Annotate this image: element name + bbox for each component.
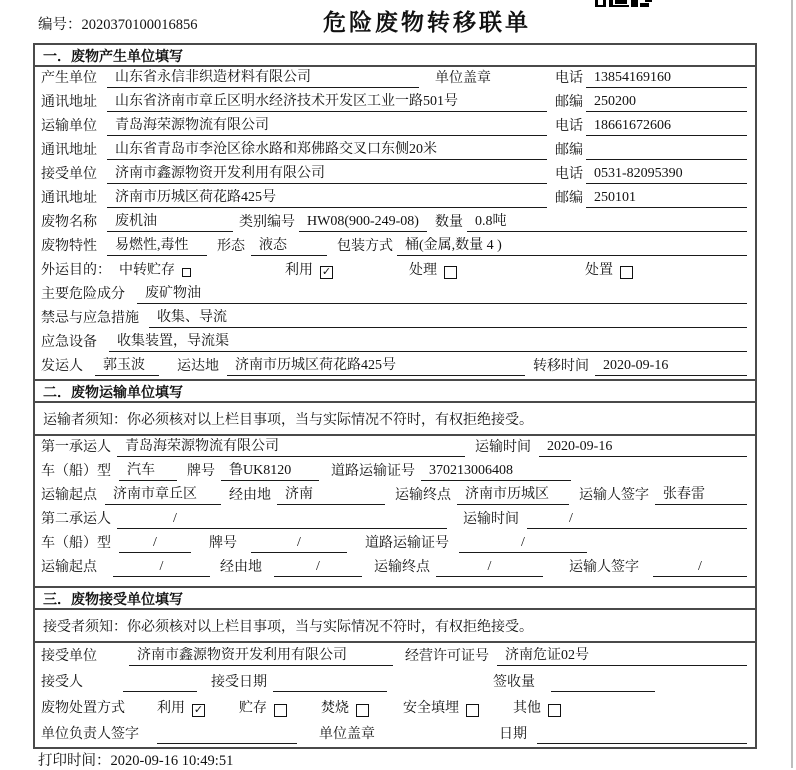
row-transport-address xyxy=(35,139,755,163)
vehicle-type-field: 汽车 xyxy=(119,462,177,481)
destination-label: 运达地 xyxy=(177,359,219,374)
phone-label: 电话 xyxy=(555,167,583,182)
checkbox-landfill xyxy=(466,704,479,717)
transport-company-field: 青岛海荣源物流有限公司 xyxy=(107,117,547,136)
serial-label: 编号： xyxy=(38,17,82,33)
transport-time-label: 运输时间 xyxy=(463,512,519,527)
left-group xyxy=(41,93,547,112)
option-store xyxy=(239,700,287,718)
row-dispatch xyxy=(35,355,755,379)
checkbox-treat xyxy=(444,266,457,279)
checkbox-store xyxy=(274,704,287,717)
carrier-sign-field: / xyxy=(653,558,747,577)
via-label: 经由地 xyxy=(220,560,262,575)
option-other xyxy=(513,700,561,718)
responsible-sign-field xyxy=(157,725,297,744)
route-end-label: 运输终点 xyxy=(374,560,430,575)
quantity-field: 0.8吨 xyxy=(467,213,747,232)
option-label: 中转贮存 xyxy=(119,263,175,278)
row-transport-company xyxy=(35,115,755,139)
postcode-label: 邮编 xyxy=(555,191,583,206)
field-label: 车（船）型 xyxy=(41,464,111,479)
row-accept-company xyxy=(35,643,755,669)
producer-phone-field: 13854169160 xyxy=(586,69,747,88)
via-label: 经由地 xyxy=(229,488,271,503)
transport-address-field: 山东省青岛市李沧区徐水路和郑佛路交叉口东侧20米 xyxy=(107,141,547,160)
print-time xyxy=(38,749,233,770)
transfer-date-label: 转移时间 xyxy=(533,359,589,374)
receiver-phone-field: 0531-82095390 xyxy=(586,165,747,184)
page-title: 危险废物转移联单 xyxy=(323,9,531,35)
field-label: 运输起点 xyxy=(41,560,97,575)
row-route-2 xyxy=(35,556,755,580)
field-label: 第二承运人 xyxy=(41,512,111,527)
field-label: 产生单位 xyxy=(41,71,97,86)
plate-field: / xyxy=(251,534,347,553)
print-time-value: 2020-09-16 10:49:51 xyxy=(110,753,234,769)
option-label: 处理 xyxy=(409,263,437,278)
license-label: 经营许可证号 xyxy=(405,649,489,664)
print-time-label: 打印时间： xyxy=(38,753,111,769)
option-transfer-storage xyxy=(119,262,191,280)
waste-name-field: 废机油 xyxy=(107,213,233,232)
row-emergency-measures xyxy=(35,307,755,331)
seal-label: 单位盖章 xyxy=(319,727,375,742)
serial-value: 2020370100016856 xyxy=(81,17,198,33)
option-utilize xyxy=(285,262,333,280)
field-label: 废物特性 xyxy=(41,239,97,254)
field-label: 禁忌与应急措施 xyxy=(41,311,139,326)
option-utilize xyxy=(157,700,205,718)
field-label: 接受人 xyxy=(41,675,83,690)
row-receiver-company xyxy=(35,163,755,187)
field-label: 第一承运人 xyxy=(41,440,111,455)
phone-label: 电话 xyxy=(555,71,583,86)
responsible-sign-label: 单位负责人签字 xyxy=(41,727,139,742)
section2-title: 二．废物运输单位填写 xyxy=(35,381,755,403)
via-field: / xyxy=(274,558,362,577)
row-producer-address xyxy=(35,91,755,115)
option-landfill xyxy=(403,700,479,718)
option-label: 利用 xyxy=(285,263,313,278)
form-state-label: 形态 xyxy=(217,239,245,254)
field-label: 接受单位 xyxy=(41,649,97,664)
row-first-carrier xyxy=(35,436,755,460)
date-label: 日期 xyxy=(499,727,527,742)
transporter-notice: 运输者须知：你必须核对以上栏目事项，当与实际情况不符时，有权拒绝接受。 xyxy=(35,403,755,436)
route-end-field: / xyxy=(436,558,543,577)
left-group xyxy=(41,69,547,88)
row-accept-person xyxy=(35,669,755,695)
via-field: 济南 xyxy=(277,486,385,505)
accept-date-field xyxy=(273,673,387,692)
route-end-label: 运输终点 xyxy=(395,488,451,503)
license-field: 济南危证02号 xyxy=(497,647,747,666)
quantity-label: 数量 xyxy=(435,215,463,230)
field-label: 接受单位 xyxy=(41,167,97,182)
vehicle-type-field: / xyxy=(119,534,191,553)
option-label: 利用 xyxy=(157,701,185,716)
row-second-carrier xyxy=(35,508,755,532)
row-route-1 xyxy=(35,484,755,508)
carrier-sign-label: 运输人签字 xyxy=(579,488,649,503)
section-waste-receiver xyxy=(35,586,755,747)
receiver-company-field: 济南市鑫源物资开发利用有限公司 xyxy=(107,165,547,184)
phone-label: 电话 xyxy=(555,119,583,134)
producer-company-field: 山东省永信非织造材料有限公司 xyxy=(107,69,419,88)
option-dispose xyxy=(585,262,633,280)
section-waste-transporter xyxy=(35,379,755,586)
field-label: 运输起点 xyxy=(41,488,97,503)
postcode-label: 邮编 xyxy=(555,143,583,158)
purpose-label: 外运目的： xyxy=(41,263,111,278)
field-label: 主要危险成分 xyxy=(41,287,125,302)
checkbox-incinerate xyxy=(356,704,369,717)
route-origin-field: 济南市章丘区 xyxy=(105,486,221,505)
row-signature xyxy=(35,721,755,747)
seal-label: 单位盖章 xyxy=(435,71,491,86)
section3-title: 三．废物接受单位填写 xyxy=(35,588,755,610)
dispatcher-field: 郭玉波 xyxy=(95,357,159,376)
transport-phone-field: 18661672606 xyxy=(586,117,747,136)
option-incinerate xyxy=(321,700,369,718)
checkbox-utilize: ✓ xyxy=(321,266,332,278)
left-group xyxy=(41,117,547,136)
road-permit-label: 道路运输证号 xyxy=(365,536,449,551)
accept-company-field: 济南市鑫源物资开发利用有限公司 xyxy=(129,647,393,666)
row-vehicle-1 xyxy=(35,460,755,484)
waste-traits-field: 易燃性,毒性 xyxy=(107,237,207,256)
field-label: 通讯地址 xyxy=(41,143,97,158)
second-carrier-field: / xyxy=(117,510,447,529)
transport-time-label: 运输时间 xyxy=(475,440,531,455)
row-transfer-purpose xyxy=(35,259,755,283)
option-label: 其他 xyxy=(513,701,541,716)
route-origin-field: / xyxy=(113,558,210,577)
qr-code-partial-icon xyxy=(595,0,652,8)
field-label: 运输单位 xyxy=(41,119,97,134)
row-receiver-address xyxy=(35,187,755,211)
receiver-postcode-field: 250101 xyxy=(586,189,747,208)
packaging-field: 桶(金属,数量 4 ) xyxy=(397,237,747,256)
category-code-field: HW08(900-249-08) xyxy=(299,213,427,232)
section1-title: 一．废物产生单位填写 xyxy=(35,45,755,67)
plate-label: 牌号 xyxy=(187,464,215,479)
first-carrier-field: 青岛海荣源物流有限公司 xyxy=(117,438,465,457)
checkbox-utilize: ✓ xyxy=(193,704,204,716)
hazard-components-field: 废矿物油 xyxy=(137,285,747,304)
row-waste-traits xyxy=(35,235,755,259)
page-edge-divider xyxy=(791,0,793,768)
emergency-equipment-field: 收集装置，导流渠 xyxy=(109,333,747,352)
transfer-date-field: 2020-09-16 xyxy=(595,357,747,376)
date-field xyxy=(537,725,747,744)
row-hazard-components xyxy=(35,283,755,307)
left-group xyxy=(41,141,547,160)
carrier-sign-label: 运输人签字 xyxy=(569,560,639,575)
packaging-label: 包装方式 xyxy=(337,239,393,254)
receiver-address-field: 济南市历城区荷花路425号 xyxy=(107,189,547,208)
category-code-label: 类别编号 xyxy=(239,215,295,230)
accept-person-field xyxy=(123,673,197,692)
row-waste-name xyxy=(35,211,755,235)
checkbox-dispose xyxy=(620,266,633,279)
field-label: 车（船）型 xyxy=(41,536,111,551)
row-disposal-method xyxy=(35,695,755,721)
row-vehicle-2 xyxy=(35,532,755,556)
carrier-sign-field: 张春雷 xyxy=(655,486,747,505)
producer-address-field: 山东省济南市章丘区明水经济技术开发区工业一路501号 xyxy=(107,93,547,112)
plate-field: 鲁UK8120 xyxy=(221,462,319,481)
field-label: 发运人 xyxy=(41,359,83,374)
left-group xyxy=(41,165,547,184)
option-treat xyxy=(409,262,457,280)
road-permit-label: 道路运输证号 xyxy=(331,464,415,479)
plate-label: 牌号 xyxy=(209,536,237,551)
receiver-notice: 接受者须知：你必须核对以上栏目事项，当与实际情况不符时，有权拒绝接受。 xyxy=(35,610,755,643)
field-label: 通讯地址 xyxy=(41,191,97,206)
transport-postcode-field xyxy=(586,141,747,160)
producer-postcode-field: 250200 xyxy=(586,93,747,112)
received-amount-label: 签收量 xyxy=(493,675,535,690)
route-end-field: 济南市历城区 xyxy=(457,486,569,505)
checkbox-transfer-storage xyxy=(182,268,191,277)
transfer-form-table xyxy=(33,43,757,749)
accept-date-label: 接受日期 xyxy=(211,675,267,690)
transport-time-field: / xyxy=(527,510,747,529)
road-permit-field: 370213006408 xyxy=(421,462,571,481)
option-label: 贮存 xyxy=(239,701,267,716)
disposal-label: 废物处置方式 xyxy=(41,701,125,716)
road-permit-field: / xyxy=(459,534,587,553)
left-group xyxy=(41,189,547,208)
postcode-label: 邮编 xyxy=(555,95,583,110)
row-producer xyxy=(35,67,755,91)
destination-field: 济南市历城区荷花路425号 xyxy=(227,357,525,376)
field-label: 废物名称 xyxy=(41,215,97,230)
checkbox-other xyxy=(548,704,561,717)
emergency-measures-field: 收集、导流 xyxy=(149,309,747,328)
received-amount-field xyxy=(551,673,655,692)
transport-time-field: 2020-09-16 xyxy=(539,438,747,457)
field-label: 应急设备 xyxy=(41,335,97,350)
option-label: 处置 xyxy=(585,263,613,278)
section-waste-producer xyxy=(35,45,755,379)
form-state-field: 液态 xyxy=(251,237,327,256)
option-label: 安全填埋 xyxy=(403,701,459,716)
row-emergency-equipment xyxy=(35,331,755,355)
field-label: 通讯地址 xyxy=(41,95,97,110)
option-label: 焚烧 xyxy=(321,701,349,716)
